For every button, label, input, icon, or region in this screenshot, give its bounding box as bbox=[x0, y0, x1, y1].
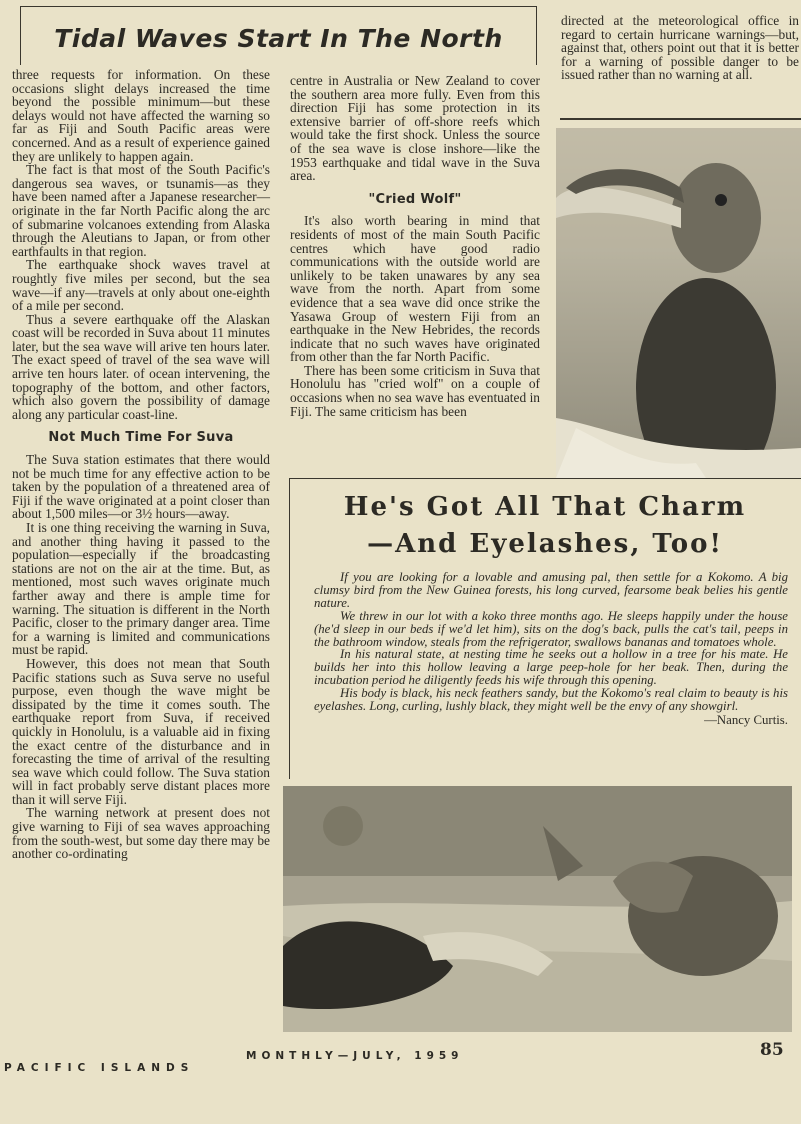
sidebar-article-headline bbox=[290, 489, 800, 563]
paragraph: centre in Australia or New Zealand to cover the southern area more fully. Even from this direction Fiji has some protection in its extensive barrier of off-shore reefs which would take the first shock. Unless the source of the sea wave is close inshore—like the 1953 earthquake and tidal wave in the Suva area. bbox=[290, 73, 540, 184]
subheading: Not Much Time For Suva bbox=[48, 430, 234, 446]
paragraph: The earthquake shock waves travel at roughtly five miles per second, but the sea wave—if any—travels at only about one-eighth of a mile per second. bbox=[12, 257, 270, 314]
paragraph: However, this does not mean that South Pacific stations such as Suva serve no useful purpose, even though the wave might be dissipated by the time it comes south. The earthquake report from Suva, if received quickly in Honolulu, is a valuable aid in fixing the exact centre of the disturbance and in forecasting the time of arrival of the resulting sea wave which could follow. The Suva station will in fact probably serve distant places more than it will serve Fiji. bbox=[12, 655, 270, 807]
paragraph: His body is black, his neck feathers sandy, but the Kokomo's real claim to beauty is his eyelashes. Long, curling, lushly black, they might well be the envy of any showgirl. bbox=[314, 686, 788, 714]
page-number: 85 bbox=[760, 1040, 784, 1060]
paragraph: It is one thing receiving the warning in Suva, and another thing having it passed to the population—especially if the broadcasting stations are not on the air at the time. But, as mentioned, most such waves originate much farther away and there is ample time for warning. The situation is different in the North Pacific, closer to the primary danger area. Time for a warning is limited and communications must be rapid. bbox=[12, 520, 270, 658]
dog-and-bird-photo bbox=[283, 786, 792, 1032]
byline: —Nancy Curtis. bbox=[704, 712, 788, 727]
paragraph: There has been some criticism in Suva that Honolulu has "cried wolf" on a couple of occasions when no sea wave has eventuated in Fiji. The same criticism has been bbox=[290, 362, 540, 419]
article-title: Tidal Waves Start In The North bbox=[54, 24, 503, 53]
paragraph: We threw in our lot with a koko three months ago. He sleeps happily under the house (he'd sleep in our beds if we'd let him), sits on the dog's back, pulls the cat's tail, peeps in the bathroom window, steals from the refrigerator, swallows bananas and tomatoes whole. bbox=[314, 608, 788, 649]
paragraph: Thus a severe earthquake off the Alaskan coast will be recorded in Suva about 11 minutes later, but the sea wave will arive ten hours later. The exact speed of travel of the sea wave will arrive ten hours later. of ocean intervening, the topography of the bottom, and other factors, which also govern the possibility of damage along any particular coast-line. bbox=[12, 311, 270, 422]
subheading: "Cried Wolf" bbox=[368, 191, 462, 207]
footer-issue: MONTHLY—JULY, 1959 bbox=[246, 1050, 464, 1062]
kokomo-bird-photo bbox=[556, 128, 801, 478]
footer-publication: PACIFIC ISLANDS bbox=[4, 1062, 195, 1074]
paragraph: The Suva station estimates that there would not be much time for any effective action to be taken by the population of a threatened area of Fiji if the wave originated at a point closer than about 1,500 miles—or 3½ hours—away. bbox=[12, 452, 270, 522]
paragraph: The fact is that most of the South Pacific's dangerous sea waves, or tsunamis—as they have been named after a Japanese researcher—originate in the far North Pacific along the arc of submarine volcanoes extending from Alaska through the Aleutians to Japan, or from other earthfaults in that region. bbox=[12, 162, 270, 259]
paragraph: In his natural state, at nesting time he seeks out a hollow in a tree for his mate. He builds her into this hollow leaving a large peep-hole for her beak. Then, during the incubation period he diligently feeds his wife through this opening. bbox=[314, 647, 788, 688]
paragraph: three requests for information. On these occasions slight delays increased the time beyond the possible minimum—but these delays would not have affected the warning so far as Fiji and South Pacific areas were concerned. And as a result of experience gained they are unlikely to happen again. bbox=[12, 67, 270, 164]
paragraph: The warning network at present does not give warning to Fiji of sea waves approaching from the south-west, but some day there may be another co-ordinating bbox=[12, 805, 270, 862]
sidebar-article-text bbox=[314, 571, 788, 727]
paragraph: directed at the meteorological office in regard to certain hurricane warnings—but, against that, others point out that it is better for a warning of possible danger to be issued rather than no warning at all. bbox=[561, 13, 799, 83]
column-left bbox=[12, 68, 270, 861]
column-right bbox=[561, 14, 799, 82]
headline-line: He's Got All That Charm bbox=[343, 492, 747, 522]
headline-line: —And Eyelashes, Too! bbox=[367, 529, 723, 559]
column-middle bbox=[290, 74, 540, 418]
headline-area bbox=[20, 6, 537, 64]
paragraph: It's also worth bearing in mind that residents of most of the main South Pacific centres which have good radio communications with the outside world are unlikely to be taken unawares by any sea wave from the north. Apart from some evidence that a sea wave did once strike the Yasawa Group of western Fiji from an earthquake in the New Hebrides, the records indicate that no such waves have originated from other than the far North Pacific. bbox=[290, 213, 540, 365]
divider bbox=[560, 118, 801, 120]
paragraph: If you are looking for a lovable and amusing pal, then settle for a Kokomo. A big clumsy bird from the New Guinea forests, his long curved, fearsome beak belies his gentle nature. bbox=[314, 570, 788, 610]
